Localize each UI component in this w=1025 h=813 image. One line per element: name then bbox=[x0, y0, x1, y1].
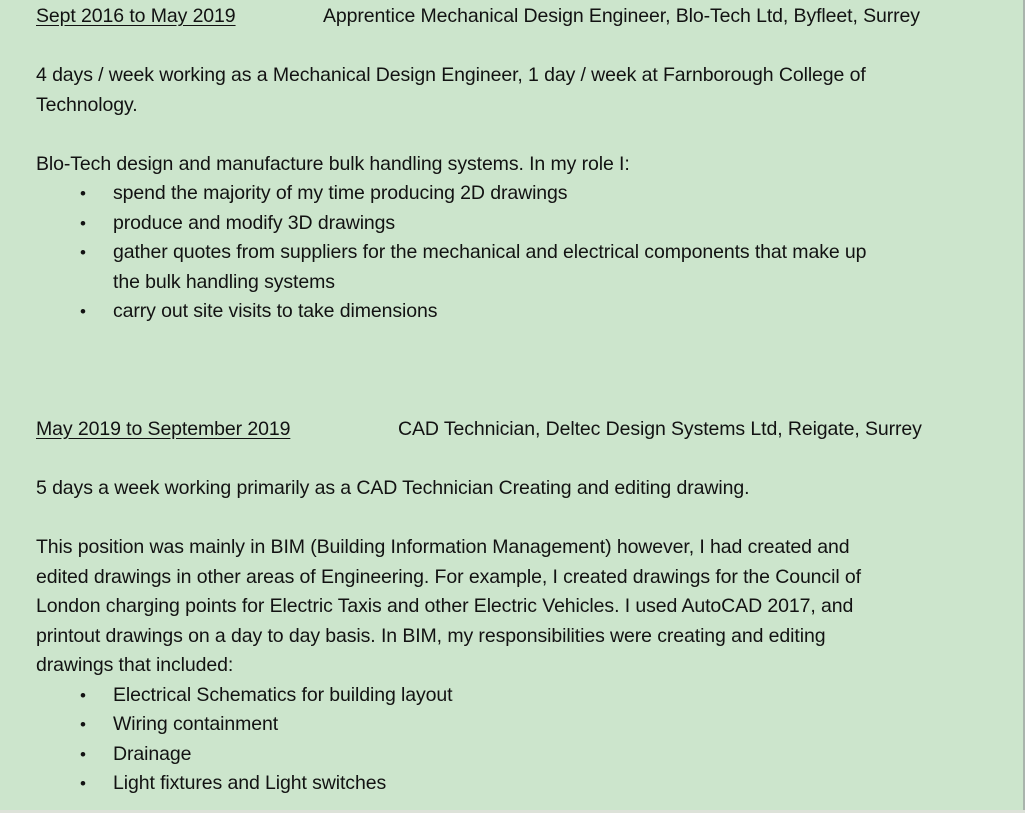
text-line: carry out site visits to take dimensions bbox=[113, 300, 438, 322]
bullet-icon: • bbox=[80, 774, 86, 793]
job2-title: CAD Technician, Deltec Design Systems Ltd, Reigate, Surrey bbox=[398, 418, 922, 440]
job1-intro-paragraph bbox=[36, 61, 1007, 120]
text-line: gather quotes from suppliers for the mechanical and electrical components that make up bbox=[113, 241, 867, 263]
bullet-icon: • bbox=[80, 715, 86, 734]
job1-heading bbox=[36, 2, 1007, 32]
list-item bbox=[36, 769, 1007, 799]
job1-bullet-list bbox=[36, 179, 1007, 327]
text-line: This position was mainly in BIM (Building Information Management) however, I had created and bbox=[36, 536, 850, 558]
text-line: Drainage bbox=[113, 742, 192, 765]
text-line: 5 days a week working primarily as a CAD Technician Creating and editing drawing. bbox=[36, 477, 750, 499]
list-item bbox=[36, 297, 1007, 327]
text-line: 4 days / week working as a Mechanical Design Engineer, 1 day / week at Farnborough College of bbox=[36, 64, 866, 86]
job2-bullet-list bbox=[36, 681, 1007, 799]
list-item bbox=[36, 179, 1007, 209]
bullet-icon: • bbox=[80, 744, 86, 764]
list-item bbox=[36, 740, 1007, 770]
text-line: produce and modify 3D drawings bbox=[113, 211, 396, 234]
job2-intro-paragraph bbox=[36, 474, 1007, 504]
job2-body-paragraph bbox=[36, 533, 1007, 681]
text-line: Electrical Schematics for building layout bbox=[113, 683, 453, 706]
list-item bbox=[36, 681, 1007, 711]
bullet-icon: • bbox=[80, 243, 86, 262]
text-line: Wiring containment bbox=[113, 713, 279, 735]
text-line: Blo-Tech design and manufacture bulk handling systems. In my role I: bbox=[36, 152, 630, 175]
bullet-icon: • bbox=[80, 302, 86, 321]
bullet-icon: • bbox=[80, 213, 86, 233]
job2-date-range: May 2019 to September 2019 bbox=[36, 418, 291, 440]
job1-date-range: Sept 2016 to May 2019 bbox=[36, 5, 236, 27]
text-line: spend the majority of my time producing 2D drawings bbox=[113, 182, 568, 204]
text-line: London charging points for Electric Taxis and other Electric Vehicles. I used AutoCAD 2017, and bbox=[36, 595, 854, 617]
job2-heading bbox=[36, 415, 1007, 445]
text-line: edited drawings in other areas of Engineering. For example, I created drawings for the Council of bbox=[36, 565, 861, 588]
bullet-icon: • bbox=[80, 184, 86, 203]
bullet-icon: • bbox=[80, 685, 86, 705]
job1-role-lead bbox=[36, 150, 1007, 180]
text-line: Light fixtures and Light switches bbox=[113, 772, 387, 794]
job1-title: Apprentice Mechanical Design Engineer, Blo-Tech Ltd, Byfleet, Surrey bbox=[323, 5, 920, 27]
list-item bbox=[36, 710, 1007, 740]
text-line: Technology. bbox=[36, 93, 138, 116]
text-line: printout drawings on a day to day basis. In BIM, my responsibilities were creating and editing bbox=[36, 624, 826, 647]
list-item bbox=[36, 209, 1007, 239]
list-item bbox=[36, 238, 1007, 297]
text-line: the bulk handling systems bbox=[113, 270, 335, 293]
text-line: drawings that included: bbox=[36, 654, 234, 676]
